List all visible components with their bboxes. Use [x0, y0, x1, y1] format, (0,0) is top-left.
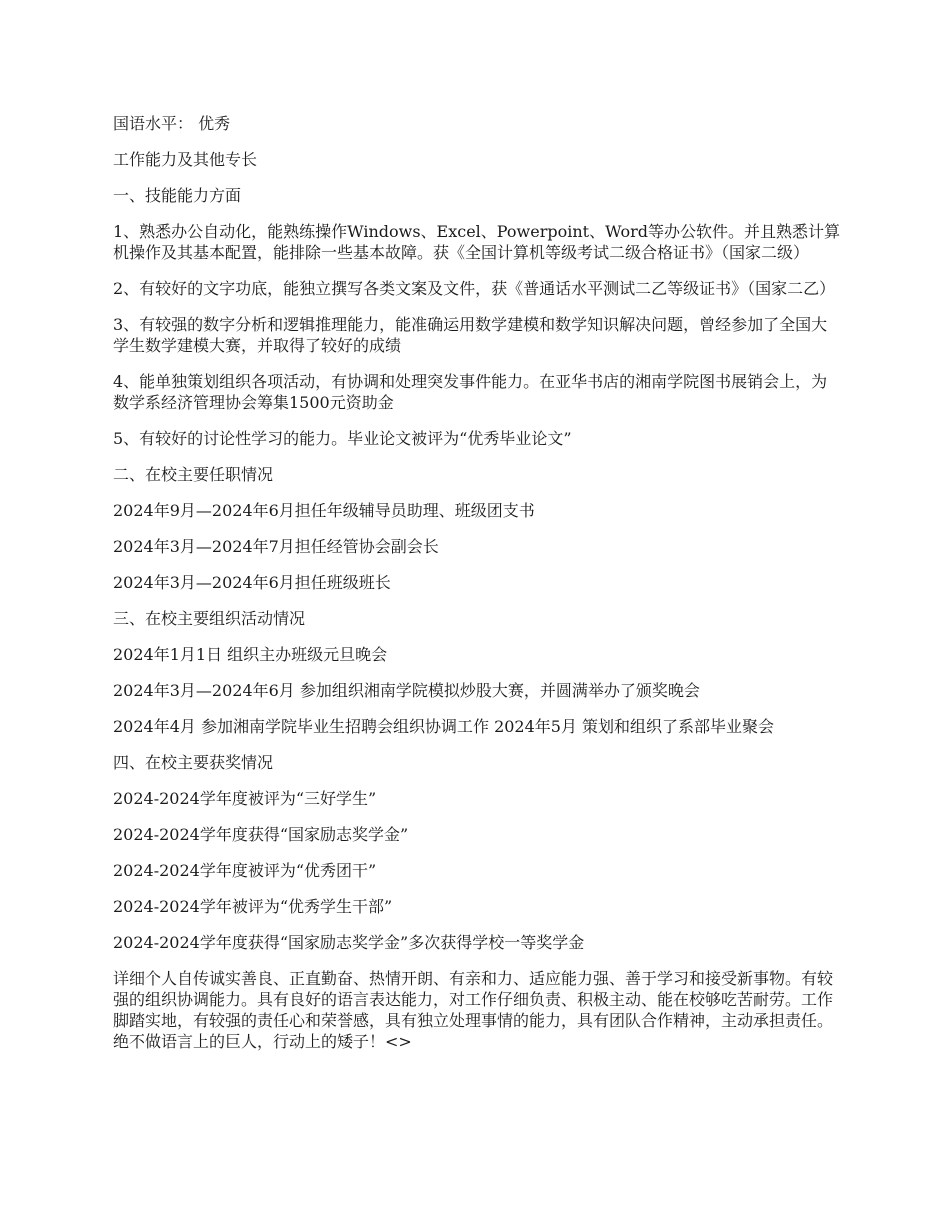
position-item-3: 2024年3月—2024年6月担任班级班长 — [113, 573, 391, 592]
activity-item-2: 2024年3月—2024年6月 参加组织湘南学院模拟炒股大赛，并圆满举办了颁奖晚会 — [113, 681, 700, 700]
skill-item-1: 1、熟悉办公自动化，能熟练操作Windows、Excel、Powerpoint、Word等办公软件。并且熟悉计算机操作及其基本配置，能排除一些基本故障。获《全国计算机等级考试二级合格证书》（国家二级） — [113, 222, 840, 262]
language-level: 国语水平： 优秀 — [113, 114, 231, 133]
position-item-2: 2024年3月—2024年7月担任经管协会副会长 — [113, 537, 439, 556]
skill-item-3: 3、有较强的数字分析和逻辑推理能力，能准确运用数学建模和数学知识解决问题，曾经参加了全国大学生数学建模大赛，并取得了较好的成绩 — [113, 315, 828, 355]
skill-item-5: 5、有较好的讨论性学习的能力。毕业论文被评为“优秀毕业论文” — [113, 429, 572, 448]
award-item-5: 2024-2024学年度获得“国家励志奖学金”多次获得学校一等奖学金 — [113, 933, 585, 952]
activity-item-3: 2024年4月 参加湘南学院毕业生招聘会组织协调工作 2024年5月 策划和组织了系部毕业聚会 — [113, 717, 775, 736]
section-heading-positions: 二、在校主要任职情况 — [113, 465, 274, 484]
position-item-1: 2024年9月—2024年6月担任年级辅导员助理、班级团支书 — [113, 501, 535, 520]
award-item-4: 2024-2024学年被评为“优秀学生干部” — [113, 897, 393, 916]
skill-item-2: 2、有较好的文字功底，能独立撰写各类文案及文件，获《普通话水平测试二乙等级证书》（国家二乙） — [113, 279, 836, 298]
award-item-3: 2024-2024学年度被评为“优秀团干” — [113, 861, 377, 880]
subsection-heading-skills: 一、技能能力方面 — [113, 186, 242, 205]
award-item-2: 2024-2024学年度获得“国家励志奖学金” — [113, 825, 409, 844]
section-heading-activities: 三、在校主要组织活动情况 — [113, 609, 306, 628]
skill-item-4: 4、能单独策划组织各项活动，有协调和处理突发事件能力。在亚华书店的湘南学院图书展销会上，为数学系经济管理协会筹集1500元资助金 — [113, 372, 828, 412]
autobiography-paragraph: 详细个人自传诚实善良、正直勤奋、热情开朗、有亲和力、适应能力强、善于学习和接受新事物。有较强的组织协调能力。具有良好的语言表达能力，对工作仔细负责、积极主动、能在校够吃苦耐劳。工作脚踏实地，有较强的责任心和荣誉感，具有独立处理事情的能力，具有团队合作精神，主动承担责任。绝不做语言上的巨人，行动上的矮子！<> — [113, 969, 834, 1051]
section-heading-awards: 四、在校主要获奖情况 — [113, 753, 274, 772]
award-item-1: 2024-2024学年度被评为“三好学生” — [113, 789, 377, 808]
document-page — [113, 113, 840, 1067]
activity-item-1: 2024年1月1日 组织主办班级元旦晚会 — [113, 645, 388, 664]
section-heading-abilities: 工作能力及其他专长 — [113, 150, 258, 169]
